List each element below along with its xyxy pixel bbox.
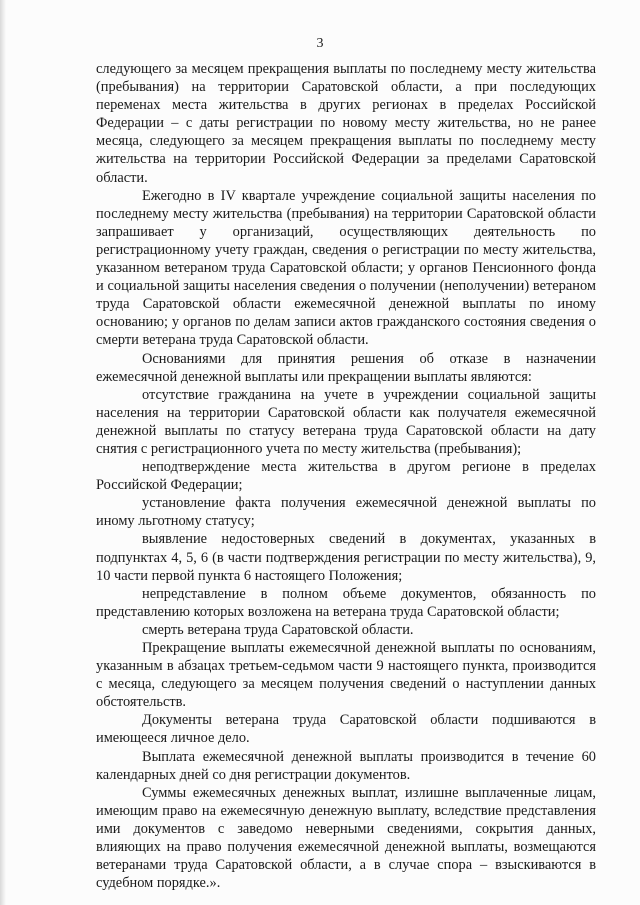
document-body xyxy=(96,60,596,892)
paragraph: Прекращение выплаты ежемесячной денежной выплаты по основаниям, указанным в абзацах третьем-седьмом части 9 настоящего пункта, производится с месяца, следующего за месяцем получения сведений о наступлении данных обстоятельств. xyxy=(96,640,596,711)
list-paragraph: выявление недостоверных сведений в документах, указанных в подпунктах 4, 5, 6 (в части подтверждения регистрации по месту жительства), 9, 10 части первой пункта 6 настоящего Положения; xyxy=(96,531,596,584)
scan-edge xyxy=(0,0,6,905)
paragraph: Основаниями для принятия решения об отказе в назначении ежемесячной денежной выплаты или прекращении выплаты являются: xyxy=(96,350,596,385)
paragraph: Суммы ежемесячных денежных выплат, излишне выплаченные лицам, имеющим право на ежемесячную денежную выплату, вследствие представления ими документов с заведомо неверными сведениями, сокрытия данных, влияющих на право получения ежемесячной денежной выплаты, возмещаются ветеранами труда Саратовской области, а в случае спора – взыскиваются в судебном порядке.». xyxy=(96,784,596,892)
page-number: 3 xyxy=(316,36,324,51)
list-paragraph: отсутствие гражданина на учете в учреждении социальной защиты населения на территории Саратовской области как получателя ежемесячной денежной выплаты по статусу ветерана труда Саратовской области на дату снятия с регистрационного учета по месту жительства (пребывания); xyxy=(96,386,596,457)
paragraph: Выплата ежемесячной денежной выплаты производится в течение 60 календарных дней со дня регистрации документов. xyxy=(96,748,596,783)
list-paragraph: непредставление в полном объеме документов, обязанность по представлению которых возложена на ветерана труда Саратовской области; xyxy=(96,585,596,620)
paragraph: Ежегодно в IV квартале учреждение социальной защиты населения по последнему месту жительства (пребывания) на территории Саратовской области запрашивает у организаций, осуществляющих деятельность по регистрационному учету граждан, сведения о регистрации по месту жительства, указанном ветераном труда Саратовской области; у органов Пенсионного фонда и социальной защиты населения сведения о получении (неполучении) ветераном труда Саратовской области ежемесячной денежной выплаты по иному основанию; у органов по делам записи актов гражданского состояния сведения о смерти ветерана труда Саратовской области. xyxy=(96,187,596,349)
list-paragraph: смерть ветерана труда Саратовской области. xyxy=(142,621,414,638)
paragraph: Документы ветерана труда Саратовской области подшиваются в имеющееся личное дело. xyxy=(96,712,596,747)
paragraph-continuation: следующего за месяцем прекращения выплаты по последнему месту жительства (пребывания) на территории Саратовской области, а при последующих переменах места жительства в других регионах в пределах Российской Федерации – с даты регистрации по новому месту жительства, но не ранее месяца, следующего за месяцем прекращения выплаты по последнему месту жительства на территории Российской Федерации за пределами Саратовской области. xyxy=(96,61,596,186)
list-paragraph: неподтверждение места жительства в другом регионе в пределах Российской Федерации; xyxy=(96,459,596,494)
list-paragraph: установление факта получения ежемесячной денежной выплаты по иному льготному статусу; xyxy=(96,495,596,530)
